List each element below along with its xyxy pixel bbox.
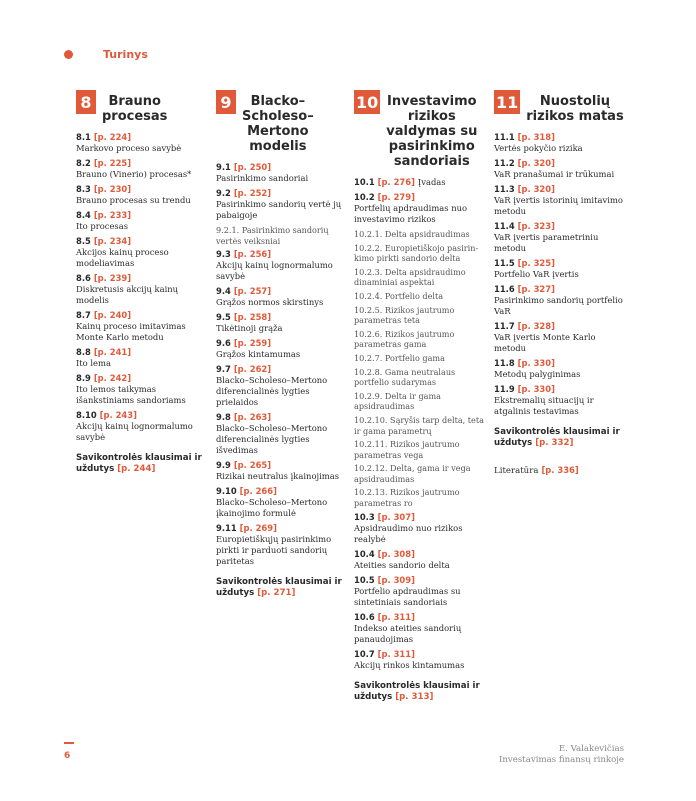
- section-number: 10.5: [354, 574, 375, 585]
- section-number: 8.9: [76, 373, 91, 383]
- page-reference[interactable]: [p. 243]: [99, 410, 137, 420]
- toc-entry[interactable]: [216, 312, 348, 334]
- section-number: 11.3: [494, 184, 515, 194]
- chapter-heading: [494, 90, 626, 124]
- section-number: 10.3: [354, 511, 375, 522]
- section-title: Portfelio VaR įvertis: [494, 269, 579, 279]
- chapter-column: [76, 90, 208, 475]
- section-number: 10.6: [354, 611, 375, 622]
- toc-entry[interactable]: [76, 132, 208, 154]
- subsection-title[interactable]: 10.2.2. Europietiškojo pasirin-kimo pirkti sandorio delta: [354, 242, 479, 264]
- toc-entry[interactable]: [494, 384, 626, 417]
- toc-entry[interactable]: [354, 649, 486, 671]
- subsection-title[interactable]: 10.2.12. Delta, gama ir vega apsidraudimas: [354, 463, 471, 484]
- toc-entry[interactable]: [494, 221, 626, 254]
- section-title: Akcijų kainų lognormalumo savybė: [76, 421, 193, 442]
- toc-entry[interactable]: [354, 177, 486, 188]
- page-reference[interactable]: [p. 258]: [233, 312, 272, 323]
- section-number: 10.1: [354, 177, 375, 187]
- page-reference[interactable]: [p. 252]: [233, 188, 272, 198]
- section-number: 11.5: [494, 258, 515, 268]
- chapter-heading: [354, 90, 486, 169]
- section-number: 9.10: [216, 486, 237, 497]
- page-reference[interactable]: [p. 224]: [93, 132, 132, 142]
- section-number: 9.8: [216, 412, 231, 423]
- section-title: Portfelių apdraudimas nuo investavimo rizikos: [354, 203, 468, 224]
- chapter-column: [354, 90, 486, 703]
- chapter-column: [216, 90, 348, 599]
- section-number: 9.3: [216, 249, 231, 260]
- page-reference[interactable]: [p. 325]: [517, 258, 555, 268]
- section-title: Pasirinkimo sandorių vertė jų pabaigoje: [216, 199, 342, 220]
- section-title: Pasirinkimo sandorių portfelio VaR: [494, 295, 623, 316]
- page-reference[interactable]: [p. 318]: [517, 132, 555, 142]
- section-number: 10.4: [354, 548, 375, 559]
- section-title: Blacko–Scholeso–Mertono diferencialinės lygties prielaidos: [216, 375, 328, 408]
- toc-entry[interactable]: [216, 162, 348, 184]
- page-reference[interactable]: [p. 311]: [377, 648, 415, 659]
- page-reference[interactable]: [p. 311]: [377, 611, 415, 622]
- toc-entry[interactable]: [76, 158, 208, 180]
- section-title: Portfelio apdraudimas su sintetiniais sandoriais: [354, 585, 461, 607]
- toc-entry[interactable]: [216, 412, 348, 456]
- page-reference[interactable]: [p. 241]: [93, 347, 132, 357]
- page-reference[interactable]: [p. 323]: [517, 221, 555, 231]
- page-reference[interactable]: [p. 265]: [233, 460, 272, 471]
- section-title: Ito procesas: [76, 221, 129, 231]
- toc-entry[interactable]: [76, 410, 208, 443]
- page-reference[interactable]: [p. 307]: [377, 511, 415, 522]
- subsection-title[interactable]: 10.2.9. Delta ir gama apsidraudimas: [354, 390, 441, 412]
- toc-entry[interactable]: [494, 321, 626, 354]
- section-title: Grąžos kintamumas: [216, 349, 301, 360]
- page-reference[interactable]: [p. 313]: [395, 691, 434, 702]
- toc-entry[interactable]: [216, 188, 348, 221]
- section-title: Apsidraudimo nuo rizikos realybė: [354, 522, 463, 544]
- section-title: VaR pranašumai ir trūkumai: [494, 169, 615, 179]
- toc-entry[interactable]: [494, 184, 626, 217]
- toc-entry[interactable]: [354, 549, 486, 571]
- section-title: VaR įvertis parametriniu metodu: [494, 232, 599, 253]
- section-title: Blacko–Scholeso–Mertono diferencialinės lygties išvedimas: [216, 423, 328, 456]
- subsection-title[interactable]: 10.2.10. Sąryšis tarp delta, teta ir gama parametrų: [354, 414, 484, 436]
- toc-entry[interactable]: [216, 364, 348, 408]
- section-title: Indekso ateities sandorių panaudojimas: [354, 622, 462, 644]
- section-number: 11.4: [494, 221, 515, 231]
- toc-entry[interactable]: [216, 460, 348, 482]
- chapter-title: Brauno procesas: [102, 94, 168, 124]
- page-reference[interactable]: [p. 330]: [517, 384, 555, 394]
- section-title: Pasirinkimo sandoriai: [216, 173, 309, 183]
- subsection-title[interactable]: 10.2.6. Rizikos jautrumo parametras gama: [354, 328, 455, 350]
- section-title: Vertės pokyčio rizika: [494, 143, 583, 153]
- section-number: 8.6: [76, 273, 91, 283]
- subsection-title[interactable]: 10.2.7. Portfelio gama: [354, 352, 445, 363]
- footer-dash: [64, 742, 74, 744]
- page-reference[interactable]: [p. 332]: [535, 438, 574, 448]
- section-title: Įvadas: [417, 177, 446, 187]
- section-number: 10.7: [354, 648, 375, 659]
- literature-label: Literatūra: [494, 466, 539, 476]
- section-number: 11.7: [494, 321, 515, 331]
- page-reference[interactable]: [p. 225]: [93, 158, 132, 168]
- toc-entry[interactable]: [494, 158, 626, 180]
- page-reference[interactable]: [p. 266]: [239, 486, 277, 497]
- section-title: Ito lemos taikymas išankstiniams sandoriams: [76, 384, 186, 405]
- section-number: 11.9: [494, 384, 515, 394]
- section-number: 9.4: [216, 286, 231, 297]
- chapter-title: Nuostolių rizikos matas: [526, 94, 624, 124]
- page-reference[interactable]: [p. 309]: [377, 574, 415, 585]
- chapter-heading: [76, 90, 208, 124]
- toc-entry[interactable]: [494, 358, 626, 380]
- toc-entry[interactable]: [216, 249, 348, 282]
- subsection-title[interactable]: 10.2.8. Gama neutralaus portfelio sudarymas: [354, 366, 456, 388]
- self-check-label: Savikontrolės klausimai ir uždutys: [216, 577, 342, 599]
- toc-entry[interactable]: [216, 523, 348, 567]
- section-title: Metodų palyginimas: [494, 369, 581, 379]
- section-number: 11.6: [494, 284, 515, 294]
- page-reference[interactable]: [p. 250]: [233, 162, 272, 172]
- section-number: 8.10: [76, 410, 97, 420]
- toc-entry[interactable]: [76, 210, 208, 232]
- page-reference[interactable]: [p. 230]: [93, 184, 132, 194]
- page-reference[interactable]: [p. 328]: [517, 321, 555, 331]
- page-reference[interactable]: [p. 239]: [93, 273, 132, 283]
- page-reference[interactable]: [p. 327]: [517, 284, 555, 294]
- self-check-label: Savikontrolės klausimai ir uždutys: [76, 453, 202, 474]
- section-number: 8.7: [76, 310, 91, 320]
- subsection-title[interactable]: 10.2.3. Delta apsidraudimo dinaminiai aspektai: [354, 266, 466, 288]
- page-reference[interactable]: [p. 320]: [517, 184, 555, 194]
- section-title: Diskretusis akcijų kainų modelis: [76, 284, 179, 305]
- section-number: 9.11: [216, 523, 237, 534]
- self-check-entry[interactable]: [354, 681, 486, 703]
- chapter-number: 8: [76, 90, 96, 114]
- section-number: 9.1: [216, 162, 231, 172]
- section-number: 9.5: [216, 312, 231, 323]
- section-number: 8.5: [76, 236, 91, 246]
- page-reference[interactable]: [p. 276]: [377, 177, 415, 187]
- page-reference[interactable]: [p. 269]: [239, 523, 277, 534]
- section-title: Brauno procesas su trendu: [76, 195, 191, 205]
- section-title: VaR įvertis istorinių imitavimo metodu: [494, 195, 623, 216]
- toc-entry[interactable]: [76, 310, 208, 343]
- section-title: Europietiškųjų pasirinkimo pirkti ir parduoti sandorių paritetas: [216, 534, 332, 567]
- subsection-title[interactable]: 10.2.13. Rizikos jautrumo parametras ro: [354, 487, 460, 509]
- section-title: Rizikai neutralus įkainojimas: [216, 471, 339, 482]
- section-number: 8.3: [76, 184, 91, 194]
- page-reference[interactable]: [p. 242]: [93, 373, 132, 383]
- toc-entry[interactable]: [76, 347, 208, 369]
- section-number: 11.2: [494, 158, 515, 168]
- toc-entry[interactable]: [354, 612, 486, 645]
- book-title: Investavimas finansų rinkoje: [499, 755, 624, 765]
- toc-entry[interactable]: [216, 286, 348, 308]
- page-reference[interactable]: [p. 271]: [257, 588, 296, 599]
- chapter-title: Investavimo rizikos valdymas su pasirinkimo sandoriais: [386, 94, 478, 169]
- page-reference[interactable]: [p. 259]: [233, 338, 272, 349]
- section-title: Grąžos normos skirstinys: [216, 297, 324, 308]
- chapter-column: [494, 90, 626, 477]
- subsection-title[interactable]: 10.2.11. Rizikos jautrumo parametras vega: [354, 439, 460, 460]
- section-number: 9.6: [216, 338, 231, 349]
- section-number: 9.9: [216, 460, 231, 471]
- page-number: 6: [64, 751, 71, 761]
- section-title: Tikėtinoji grąža: [216, 323, 283, 334]
- section-title: Ito lema: [76, 358, 111, 368]
- author-name: E. Valakevičias: [558, 744, 624, 754]
- page-reference[interactable]: [p. 233]: [93, 210, 132, 220]
- self-check-entry[interactable]: [76, 453, 208, 475]
- toc-entry[interactable]: [354, 192, 486, 225]
- toc-entry[interactable]: [354, 575, 486, 608]
- section-number: 11.8: [494, 358, 515, 368]
- section-title: Blacko–Scholeso–Mertono įkainojimo formulė: [216, 497, 328, 519]
- page-reference[interactable]: [p. 279]: [377, 192, 415, 202]
- section-title: Akcijų kainų lognormalumo savybė: [216, 260, 333, 282]
- section-number: 9.7: [216, 364, 231, 375]
- page-reference[interactable]: [p. 244]: [117, 464, 156, 474]
- page-reference[interactable]: [p. 240]: [93, 310, 132, 320]
- chapter-number: 9: [216, 90, 236, 114]
- page-reference[interactable]: [p. 262]: [233, 364, 272, 375]
- toc-entry[interactable]: [76, 373, 208, 406]
- page-reference[interactable]: [p. 257]: [233, 286, 272, 297]
- footer-author: [499, 744, 624, 766]
- toc-entry[interactable]: [494, 132, 626, 154]
- section-title: Brauno (Vinerio) procesas*: [76, 169, 192, 179]
- section-number: 8.1: [76, 132, 91, 142]
- section-number: 8.2: [76, 158, 91, 168]
- subsection-title[interactable]: 10.2.5. Rizikos jautrumo parametras teta: [354, 304, 455, 326]
- subsection-title[interactable]: 10.2.1. Delta apsidraudimas: [354, 229, 470, 239]
- toc-entry[interactable]: [76, 273, 208, 306]
- toc-entry[interactable]: [494, 284, 626, 317]
- toc-entry[interactable]: [76, 236, 208, 269]
- section-number: 8.4: [76, 210, 91, 220]
- header: [64, 48, 148, 61]
- subsection-title[interactable]: 9.2.1. Pasirinkimo sandorių vertės veiksniai: [216, 225, 329, 246]
- section-title: Ekstremalių situacijų ir atgalinis testavimas: [494, 395, 594, 416]
- chapter-title: Blacko– Scholeso– Mertono modelis: [242, 94, 314, 154]
- header-label: Turinys: [103, 48, 148, 61]
- toc-entry[interactable]: [494, 258, 626, 280]
- self-check-label: Savikontrolės klausimai ir uždutys: [354, 680, 480, 702]
- section-number: 8.8: [76, 347, 91, 357]
- toc-entry[interactable]: [354, 512, 486, 545]
- page-reference[interactable]: [p. 336]: [541, 465, 579, 475]
- section-number: 11.1: [494, 132, 515, 142]
- section-title: Ateities sandorio delta: [354, 559, 450, 570]
- toc-entry[interactable]: [216, 338, 348, 360]
- chapter-heading: [216, 90, 348, 154]
- section-number: 10.2: [354, 192, 375, 202]
- subsection-title[interactable]: 10.2.4. Portfelio delta: [354, 290, 444, 301]
- toc-entry[interactable]: [216, 486, 348, 519]
- self-check-label: Savikontrolės klausimai ir uždutys: [494, 427, 620, 448]
- section-title: Kainų proceso imitavimas Monte Karlo metodu: [76, 321, 186, 342]
- self-check-entry[interactable]: [216, 577, 348, 599]
- bullet-dot-icon: [64, 50, 73, 59]
- literature-entry[interactable]: [494, 465, 626, 477]
- page-reference[interactable]: [p. 256]: [233, 249, 272, 260]
- section-number: 9.2: [216, 188, 231, 198]
- toc-entry[interactable]: [76, 184, 208, 206]
- section-title: VaR įvertis Monte Karlo metodu: [494, 332, 596, 353]
- page-reference[interactable]: [p. 320]: [517, 158, 555, 168]
- section-title: Akcijų rinkos kintamumas: [354, 659, 465, 670]
- page-reference[interactable]: [p. 263]: [233, 412, 272, 423]
- chapter-number: 11: [494, 90, 520, 114]
- chapter-number: 10: [354, 90, 380, 114]
- self-check-entry[interactable]: [494, 427, 626, 449]
- section-title: Markovo proceso savybė: [76, 143, 182, 153]
- page-reference[interactable]: [p. 308]: [377, 548, 415, 559]
- page-reference[interactable]: [p. 234]: [93, 236, 132, 246]
- page-reference[interactable]: [p. 330]: [517, 358, 555, 368]
- section-title: Akcijos kainų proceso modeliavimas: [76, 247, 169, 268]
